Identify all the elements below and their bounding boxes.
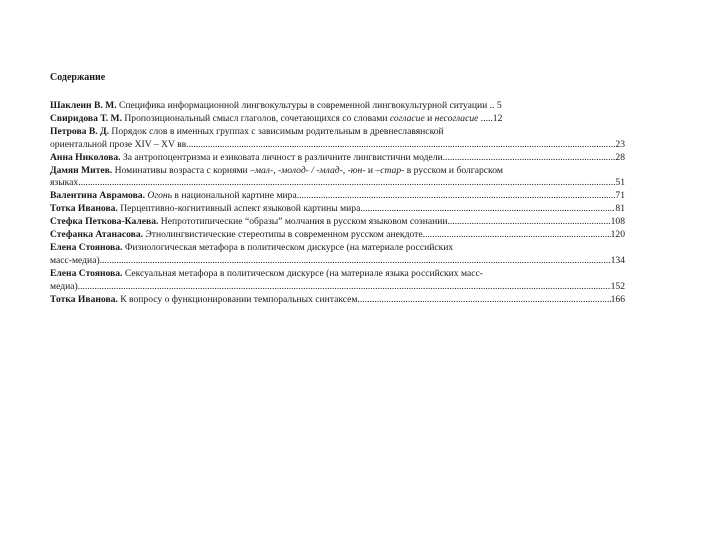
toc-page-number: 108 [610,216,625,228]
document-page [50,72,625,307]
toc-dot-leader [189,139,616,152]
toc-author: Шаклеин В. М. [50,100,117,111]
toc-page-number: 12 [492,112,503,124]
toc-page-number: 5 [494,100,502,111]
toc-page-number: 152 [610,280,625,292]
toc-entry[interactable] [50,229,625,242]
toc-dot-leader [78,177,615,190]
toc-title: в русском и болгарском [404,164,503,176]
toc-author: Свиридова Т. М. [50,112,122,124]
toc-title: в национальной картине мира [172,190,297,202]
toc-title-continued: медиа) [50,280,78,292]
toc-author: Валентина Аврамова. [50,190,145,202]
toc-title: Специфика информационной лингвокультуры в современной лингвокультурной ситуации [116,100,488,111]
toc-entry[interactable] [50,190,625,203]
toc-author: Тотка Иванова. [50,293,118,305]
toc-title-continued: ориентальной прозе XIV – XV вв. [50,138,189,150]
toc-page-number: 166 [610,293,625,305]
toc-title-italic: –стар- [375,164,405,176]
toc-entry[interactable] [50,152,625,165]
toc-page-number: 134 [610,254,625,266]
toc-author: Тотка Иванова. [50,203,118,215]
toc-dot-leader [100,255,611,268]
toc-page-number: 71 [615,190,625,202]
toc-page-number: 23 [615,138,625,150]
toc-dot-leader [78,281,611,294]
toc-entry[interactable] [50,126,625,152]
toc-author: Анна Николова. [50,151,121,163]
toc-dot-leader [360,203,615,216]
toc-entry[interactable] [50,216,625,229]
toc-page-number: 51 [615,177,625,189]
toc-author: Стефка Петкова-Калева. [50,216,159,228]
toc-page-number: 81 [615,203,625,215]
toc-title: и [365,164,376,176]
toc-page-number: 28 [615,151,625,163]
toc-title-italic: несогласие [434,112,479,124]
toc-author: Елена Стоянова. [50,267,123,279]
toc-entry[interactable] [50,294,625,307]
toc-title: и [424,112,435,124]
toc-title: Этнолингвистические стереотипы в современном русском анекдоте [143,229,423,241]
toc-title: Пропозициональный смысл глаголов, сочетающихся со словами [121,112,390,124]
toc-title: Номинативы возраста с корнями [112,164,251,176]
toc-author: Дамян Митев. [50,164,113,176]
toc-dot-leader [448,216,611,229]
toc-title: Физиологическая метафора в политическом дискурсе (на материале российских [122,241,454,253]
toc-entry[interactable] [50,100,625,113]
toc-title: Перцептивно-когнитивный аспект языковой картины мира [117,203,361,215]
toc-dot-leader [423,229,611,242]
toc-page-number: 120 [610,229,625,241]
toc-entry[interactable] [50,242,625,268]
toc-author: Елена Стоянова. [50,241,123,253]
toc-title-italic: согласие [389,112,425,124]
toc-leader-text: ..... [478,112,493,124]
table-of-contents [50,100,625,307]
toc-title: Порядок слов в именных группах с зависимым родительным в древнеславянской [109,125,444,137]
toc-dot-leader [297,190,616,203]
toc-entry[interactable] [50,165,625,191]
toc-dot-leader [443,152,616,165]
toc-title-italic: Огонь [145,190,172,202]
toc-title-continued: языках [50,177,79,189]
toc-dot-leader [358,294,611,307]
toc-entry[interactable] [50,113,625,126]
toc-title: Сексуальная метафора в политическом дискурсе (на материале языка российских масс- [122,267,483,279]
toc-title: За антропоцентризма и езиковата личност в различните лингвистични модели [120,151,443,163]
toc-title: К вопросу о функционировании темпоральных синтаксем [117,293,358,305]
toc-author: Стефанка Атанасова. [50,229,144,241]
toc-title-continued: масс-медиа) [50,254,100,266]
toc-heading: Содержание [50,72,106,83]
toc-entry[interactable] [50,268,625,294]
toc-leader-text: .. [487,100,495,111]
toc-title-italic: –мал-, -молод- / -млад-, -юн- [250,164,366,176]
toc-entry[interactable] [50,203,625,216]
toc-title: Непрототипические “образы” молчания в русском языковом сознании [158,216,448,228]
toc-author: Петрова В. Д. [50,125,110,137]
